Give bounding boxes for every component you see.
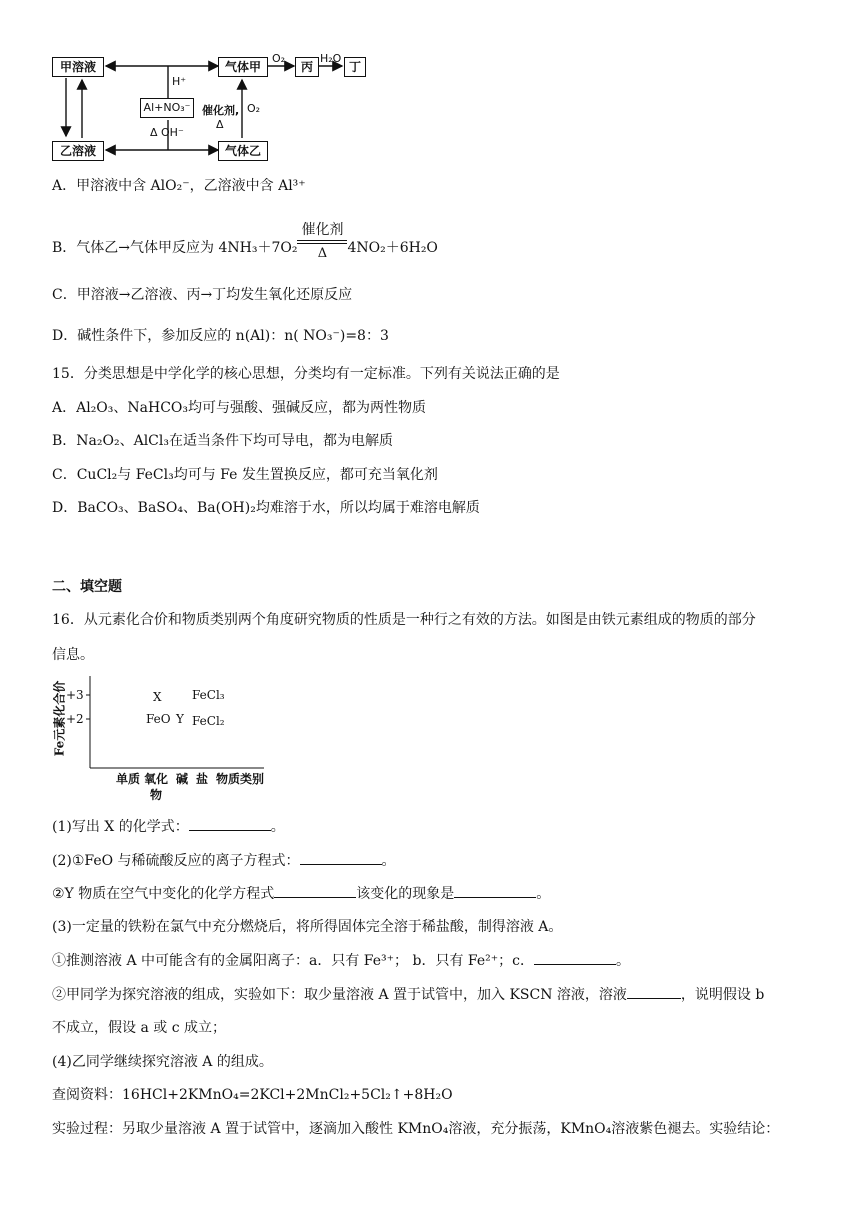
box-ding: 丁 xyxy=(344,57,366,77)
box-yi-solution: 乙溶液 xyxy=(52,141,104,161)
answer-blank-y-eq[interactable] xyxy=(274,883,356,898)
q14-option-c: C．甲溶液→乙溶液、丙→丁均发生氧化还原反应 xyxy=(52,287,353,303)
label-delta: Δ xyxy=(216,118,224,131)
box-al-nitrate: Al+NO₃⁻ xyxy=(140,98,194,118)
q16-part4: (4)乙同学继续探究溶液 A 的组成。 xyxy=(52,1054,273,1070)
q15-option-a: A．Al₂O₃、NaHCO₃均可与强酸、强碱反应，都为两性物质 xyxy=(52,400,427,416)
graph-ylabel: Fe元素化合价 xyxy=(52,680,67,757)
answer-blank-ionic-eq[interactable] xyxy=(300,850,382,865)
label-catalyst: 催化剂, xyxy=(202,104,240,117)
q14-b-rhs: 4NO₂＋6H₂O xyxy=(347,240,438,256)
point-fecl3: FeCl₃ xyxy=(192,688,225,702)
label-oh-minus: Δ OH⁻ xyxy=(150,126,184,139)
ytick-plus3: +3 xyxy=(66,688,84,702)
xlabel-category: 物质类别 xyxy=(216,772,265,786)
xlabel-oxide-wrap: 物 xyxy=(150,788,163,802)
q16-part3a: ①推测溶液 A 中可能含有的金属阳离子：a．只有 Fe³⁺； b．只有 Fe²⁺；c． 。 xyxy=(52,950,630,971)
answer-blank-phenomenon[interactable] xyxy=(454,883,536,898)
q15-option-c: C．CuCl₂与 FeCl₃均可与 Fe 发生置换反应，都可充当氧化剂 xyxy=(52,467,438,483)
box-gas-jia: 气体甲 xyxy=(218,57,268,77)
q16-part3b: ②甲同学为探究溶液的组成，实验如下：取少量溶液 A 置于试管中，加入 KSCN 溶液，溶液 ，说明假设 b xyxy=(52,984,764,1005)
label-o2-top: O₂ xyxy=(272,52,286,65)
label-h2o: H₂O xyxy=(320,52,342,65)
valence-graph xyxy=(52,672,292,807)
ytick-plus2: +2 xyxy=(66,712,84,726)
q14-option-a: A．甲溶液中含 AlO₂⁻，乙溶液中含 Al³⁺ xyxy=(52,178,306,194)
xlabel-salt: 盐 xyxy=(196,772,209,786)
q16-reference: 查阅资料：16HCl+2KMnO₄=2KCl+2MnCl₂+5Cl₂↑+8H₂O xyxy=(52,1087,453,1103)
q15-option-d: D．BaCO₃、BaSO₄、Ba(OH)₂均难溶于水，所以均属于难溶电解质 xyxy=(52,500,480,516)
xlabel-oxide: 氧化 xyxy=(144,772,169,786)
q16-stem-line2: 信息。 xyxy=(52,647,94,663)
q16-part1: (1)写出 X 的化学式： 。 xyxy=(52,816,285,837)
point-fecl2: FeCl₂ xyxy=(192,714,225,728)
q16-part2a: (2)①FeO 与稀硫酸反应的离子方程式： 。 xyxy=(52,850,396,871)
point-x: X xyxy=(153,690,162,704)
answer-blank-color[interactable] xyxy=(627,984,681,999)
label-o2-right: O₂ xyxy=(247,102,261,115)
q16-experiment: 实验过程：另取少量溶液 A 置于试管中，逐滴加入酸性 KMnO₄溶液，充分振荡，KMnO₄溶液紫色褪去。实验结论： xyxy=(52,1121,780,1137)
box-gas-yi: 气体乙 xyxy=(218,141,268,161)
box-bing: 丙 xyxy=(295,57,319,77)
reaction-condition: $\frac{\text{催化剂}}{\Delta}$ xyxy=(297,220,347,264)
box-jia-solution: 甲溶液 xyxy=(52,57,104,77)
xlabel-base: 碱 xyxy=(176,772,189,786)
q16-part2b: ②Y 物质在空气中变化的化学方程式 该变化的现象是 。 xyxy=(52,883,550,904)
label-h-plus: H⁺ xyxy=(172,75,187,88)
reaction-diagram xyxy=(50,50,380,165)
q16-stem-line1: 16．从元素化合价和物质类别两个角度研究物质的性质是一种行之有效的方法。如图是由铁元素组成的物质的部分 xyxy=(52,612,756,628)
xlabel-elemental: 单质 xyxy=(116,772,141,786)
answer-blank-x[interactable] xyxy=(189,816,271,831)
point-feo: FeO xyxy=(146,712,171,726)
q16-part3: (3)一定量的铁粉在氯气中充分燃烧后，将所得固体完全溶于稀盐酸，制得溶液 A。 xyxy=(52,919,563,935)
q14-b-lhs: B．气体乙→气体甲反应为 4NH₃＋7O₂ xyxy=(52,240,298,256)
q15-stem: 15．分类思想是中学化学的核心思想，分类均有一定标准。下列有关说法正确的是 xyxy=(52,366,560,382)
q16-part3b-cont: 不成立，假设 a 或 c 成立； xyxy=(52,1020,226,1036)
answer-blank-ions[interactable] xyxy=(534,950,616,965)
point-y: Y xyxy=(176,712,184,726)
q15-option-b: B．Na₂O₂、AlCl₃在适当条件下均可导电，都为电解质 xyxy=(52,433,393,449)
q14-option-b xyxy=(52,222,438,270)
q14-option-d: D．碱性条件下，参加反应的 n(Al)：n( NO₃⁻)=8：3 xyxy=(52,328,389,344)
section-heading: 二、填空题 xyxy=(52,579,122,595)
